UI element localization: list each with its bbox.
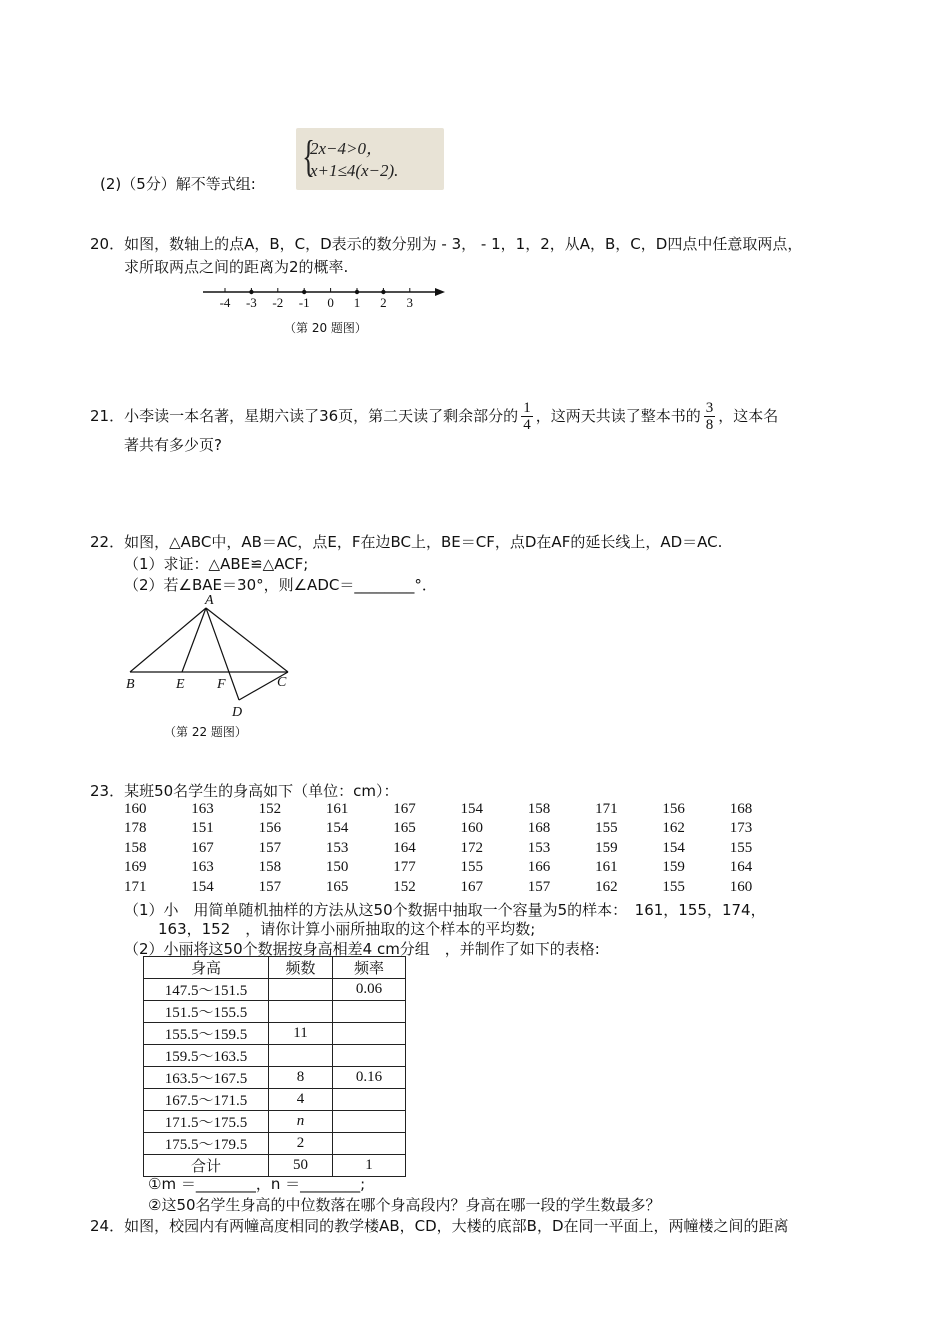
table-row: [144, 1067, 406, 1089]
table-cell: [269, 1045, 333, 1067]
table-row: [144, 1023, 406, 1045]
table-row: [144, 1001, 406, 1023]
header-frequency-rate: 频率: [333, 957, 406, 979]
label-B: B: [126, 677, 135, 692]
height-value: 156: [662, 801, 685, 817]
table-cell: [333, 1045, 406, 1067]
brace-symbol: {: [302, 132, 315, 181]
height-value: 153: [325, 839, 349, 856]
q21-line1: [90, 400, 778, 433]
q20-line1: 20．如图，数轴上的点A，B，C，D表示的数分别为 - 3， - 1，1，2，从A，B，C，D四点中任意取两点，: [90, 235, 803, 253]
triangle-figure: [118, 590, 308, 720]
height-value: 160: [124, 801, 147, 817]
q21-part3: ，这本名: [718, 407, 779, 425]
height-value: 162: [595, 878, 618, 895]
header-frequency-count: 频数: [269, 957, 333, 979]
number-line-point: [355, 290, 359, 294]
height-value: 158: [527, 801, 551, 817]
fraction-three-eighths: [704, 400, 716, 433]
table-row: [144, 1089, 406, 1111]
table-cell: n: [269, 1111, 333, 1133]
height-value: 167: [460, 878, 483, 895]
height-value: 162: [662, 820, 685, 837]
height-value: 152: [258, 801, 282, 817]
table-row: [144, 1045, 406, 1067]
number-line-tick-label: -4: [219, 295, 231, 310]
table-cell: 8: [269, 1067, 333, 1089]
label-D: D: [232, 705, 243, 720]
q22-line1: 22．如图，△ABC中，AB＝AC，点E，F在边BC上，BE＝CF，点D在AF的延长线上，AD＝AC.: [90, 533, 723, 551]
height-value: 160: [460, 820, 483, 837]
height-value: 154: [662, 839, 685, 856]
table-cell: [333, 1089, 406, 1111]
q20-caption: （第 20 题图）: [284, 321, 367, 335]
height-value: 154: [191, 878, 214, 895]
height-value: 167: [191, 839, 214, 856]
height-value: 169: [124, 859, 147, 876]
table-cell: [333, 1111, 406, 1133]
height-value: 154: [325, 820, 349, 837]
inequality-2: x+1≤4(x−2).: [310, 161, 399, 180]
height-value: 163: [191, 801, 214, 817]
height-value: 177: [393, 859, 416, 876]
height-value: 155: [595, 820, 618, 837]
inequality-1: 2x−4>0，: [310, 139, 383, 158]
height-value: 165: [325, 878, 349, 895]
table-cell: 0.06: [333, 979, 406, 1001]
height-value: 160: [729, 878, 753, 895]
height-value: 164: [393, 839, 416, 856]
label-C: C: [277, 675, 287, 690]
height-value: 157: [527, 878, 551, 895]
table-cell: 175.5～179.5: [144, 1133, 269, 1155]
height-value: 155: [662, 878, 685, 895]
height-value: 152: [393, 878, 416, 895]
fraction-numerator: 3: [705, 400, 714, 416]
number-line-tick-label: 3: [406, 295, 414, 310]
table-cell: 151.5～155.5: [144, 1001, 269, 1023]
label-E: E: [176, 677, 185, 692]
height-value: 165: [393, 820, 416, 837]
height-value: 168: [729, 801, 753, 817]
table-cell: 50: [269, 1155, 333, 1177]
height-value: 158: [124, 839, 147, 856]
table-cell: [333, 1023, 406, 1045]
table-cell: 4: [269, 1089, 333, 1111]
number-line-tick-label: -1: [298, 295, 310, 310]
table-cell: [333, 1001, 406, 1023]
height-value: 155: [460, 859, 483, 876]
height-value: 178: [124, 820, 147, 837]
fraction-numerator: 1: [523, 400, 531, 416]
number-line-tick-label: -2: [272, 295, 284, 310]
height-value: 158: [258, 859, 282, 876]
height-value: 171: [124, 878, 147, 895]
height-value: 168: [527, 820, 551, 837]
height-value: 157: [258, 878, 282, 895]
fraction-denominator: 4: [523, 417, 531, 433]
table-cell: 159.5～163.5: [144, 1045, 269, 1067]
number-line-point: [381, 290, 385, 294]
height-value: 163: [191, 859, 214, 876]
q21-line2: 著共有多少页?: [124, 436, 222, 454]
table-cell: 167.5～171.5: [144, 1089, 269, 1111]
height-value: 159: [595, 839, 618, 856]
height-value: 151: [191, 820, 214, 837]
table-cell: [269, 1001, 333, 1023]
table-row: [144, 1133, 406, 1155]
height-value: 154: [460, 801, 483, 817]
q23-line1: 23．某班50名学生的身高如下（单位：cm）：: [90, 782, 399, 800]
height-value: 150: [325, 859, 349, 876]
label-F: F: [217, 677, 226, 692]
q23-question-a: ①m ＝________，n ＝________;: [148, 1175, 366, 1193]
number-line-tick-label: -3: [245, 295, 257, 310]
q20-line2: 求所取两点之间的距离为2的概率.: [124, 258, 349, 276]
height-value: 159: [662, 859, 685, 876]
header-height: 身高: [144, 957, 269, 979]
table-cell: 11: [269, 1023, 333, 1045]
height-value: 166: [527, 859, 551, 876]
q24-line1: 24．如图，校园内有两幢高度相同的教学楼AB，CD，大楼的底部B，D在同一平面上，两幢楼之间的距离: [90, 1217, 789, 1235]
q23-question-b: ②这50名学生身高的中位数落在哪个身高段内？身高在哪一段的学生数最多？: [148, 1196, 661, 1214]
segment-AC: [206, 608, 288, 672]
number-line-arrow: [435, 288, 445, 296]
number-line-tick-label: 0: [327, 295, 334, 310]
height-value: 153: [527, 839, 551, 856]
table-cell: 155.5～159.5: [144, 1023, 269, 1045]
q22-caption: （第 22 题图）: [164, 725, 247, 739]
table-cell: 163.5～167.5: [144, 1067, 269, 1089]
label-A: A: [205, 593, 214, 608]
height-value: 167: [393, 801, 416, 817]
height-value: 161: [325, 801, 349, 817]
q21-part1: 21．小李读一本名著，星期六读了36页，第二天读了剩余部分的: [90, 407, 519, 425]
height-value: 156: [258, 820, 282, 837]
table-cell: 1: [333, 1155, 406, 1177]
height-value: 157: [258, 839, 282, 856]
q23-sub2: （2）小丽将这50个数据按身高相差4 cm分组 ，并制作了如下的表格:: [124, 940, 600, 958]
number-line-tick-label: 1: [353, 295, 361, 310]
height-value: 171: [595, 801, 618, 817]
number-line-point: [249, 290, 253, 294]
height-value: 172: [460, 839, 483, 856]
table-cell: 171.5～175.5: [144, 1111, 269, 1133]
table-header-row: [144, 957, 406, 979]
q21-part2: ，这两天共读了整本书的: [535, 407, 701, 425]
fraction-denominator: 8: [705, 417, 714, 433]
table-cell: 147.5～151.5: [144, 979, 269, 1001]
number-line: [195, 282, 455, 314]
q22-sub2: （2）若∠BAE＝30°，则∠ADC＝________°．: [124, 576, 437, 594]
height-value: 173: [729, 820, 753, 837]
q23-sub1-line2: 163，152 ，请你计算小丽所抽取的这个样本的平均数;: [158, 920, 536, 938]
number-line-tick-label: 2: [380, 295, 387, 310]
height-value: 164: [729, 859, 753, 876]
fraction-one-quarter: [521, 400, 533, 433]
frequency-table: [143, 956, 406, 1177]
table-cell: 合计: [144, 1155, 269, 1177]
table-row: [144, 1111, 406, 1133]
table-cell: 0.16: [333, 1067, 406, 1089]
table-cell: [333, 1133, 406, 1155]
q22-sub1: （1）求证：△ABE≌△ACF;: [124, 555, 309, 573]
table-cell: [269, 979, 333, 1001]
table-row: [144, 979, 406, 1001]
height-value: 161: [595, 859, 618, 876]
table-cell: 2: [269, 1133, 333, 1155]
q19-part2-label: (2)（5分）解不等式组:: [100, 175, 256, 193]
height-value: 155: [729, 839, 753, 856]
inequality-system-image: [296, 128, 444, 190]
number-line-point: [302, 290, 306, 294]
q23-sub1-line1: （1）小 用简单随机抽样的方法从这50个数据中抽取一个容量为5的样本： 161，155，174，: [124, 901, 766, 919]
